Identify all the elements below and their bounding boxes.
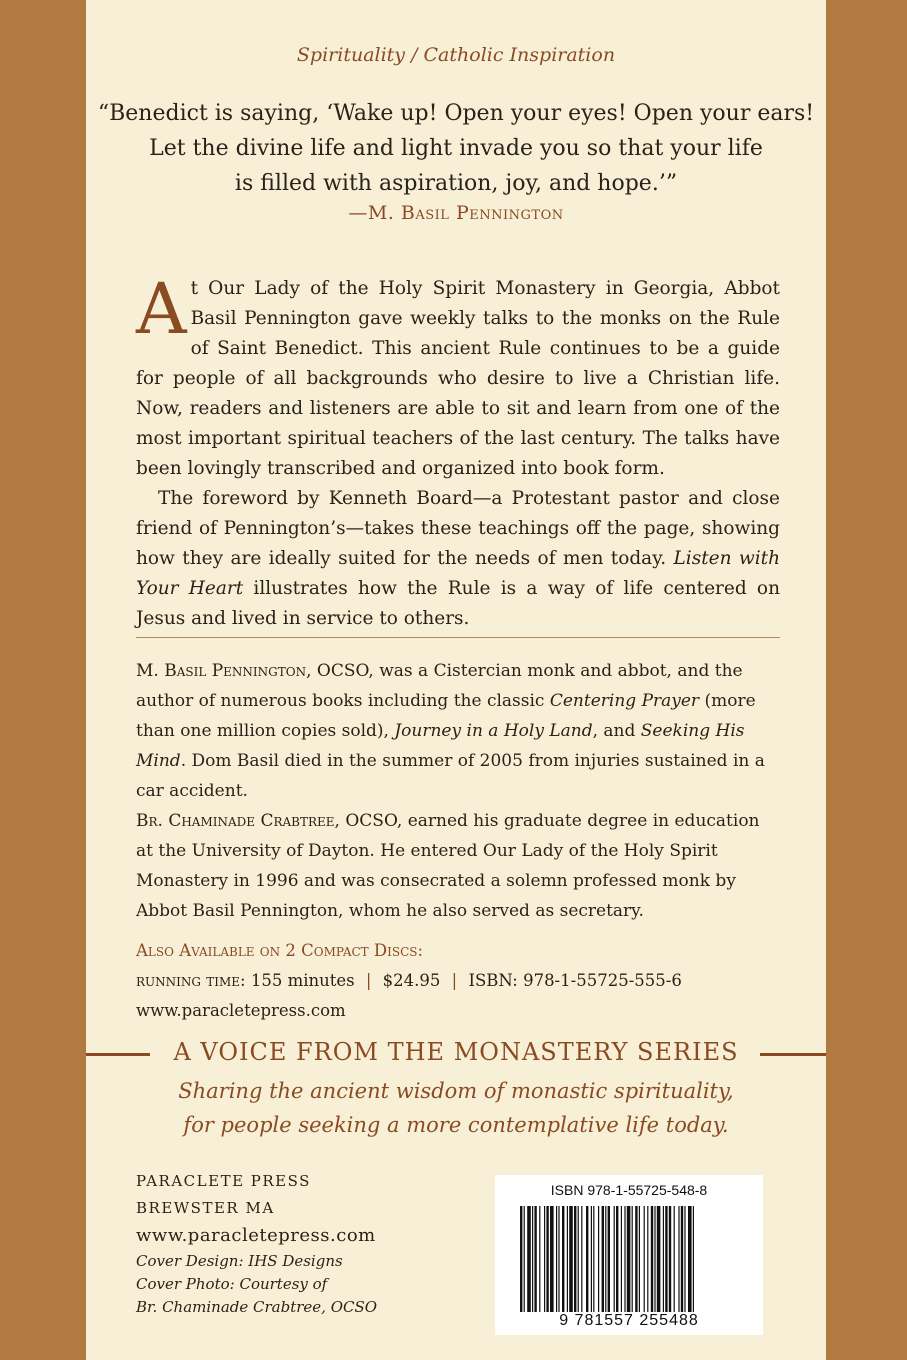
barcode-bar bbox=[665, 1206, 667, 1318]
barcode-bar bbox=[562, 1206, 564, 1318]
also-available-heading: Also Available on 2 Compact Discs: bbox=[136, 941, 424, 960]
barcode-bar bbox=[598, 1206, 599, 1318]
also-available bbox=[136, 936, 780, 1026]
barcode-bar bbox=[693, 1206, 694, 1318]
description-paragraph: t Our Lady of the Holy Spirit Monastery in Georgia, Abbot Basil Pennington gave weekly talks to the monks on the Rule of Saint Benedict. This ancient Rule continues to be a guide for people of all backgrounds who desire to live a Christian life. Now, readers and listeners are able to sit and learn from one of the most important spiritual teachers of the last century. The talks have been lovingly transcribed and organized into book form. bbox=[136, 278, 780, 479]
publisher-name: PARACLETE PRESS bbox=[136, 1172, 311, 1190]
book-title: Listen with Your Heart bbox=[136, 548, 781, 599]
barcode-bar bbox=[627, 1206, 631, 1318]
divider bbox=[136, 637, 780, 638]
editor-name: Br. Chaminade Crabtree bbox=[136, 811, 335, 831]
barcode-bar bbox=[586, 1206, 588, 1318]
publisher-location: BREWSTER MA bbox=[136, 1199, 275, 1217]
barcode-bar bbox=[688, 1206, 692, 1318]
barcode-icon bbox=[520, 1206, 738, 1318]
barcode-isbn: ISBN 978-1-55725-548-8 bbox=[550, 1182, 708, 1198]
barcode-bar bbox=[605, 1206, 606, 1318]
barcode-bar bbox=[684, 1206, 685, 1318]
barcode-bar bbox=[593, 1206, 594, 1318]
quote-line: is filled with aspiration, joy, and hope.’” bbox=[234, 171, 678, 196]
barcode-bar bbox=[647, 1206, 648, 1318]
barcode-bar bbox=[663, 1206, 664, 1318]
barcode-bar bbox=[678, 1206, 679, 1318]
editor-bio: Br. Chaminade Crabtree, OCSO, earned his graduate degree in education at the University of Dayton. He entered Our Lady of the Holy Spirit Monastery in 1996 and was consecrated a solemn professed monk by Abbot Basil Pennington, whom he also served as secretary. bbox=[136, 811, 760, 921]
barcode-bar bbox=[616, 1206, 618, 1318]
barcode-bar bbox=[558, 1206, 559, 1318]
separator: | bbox=[365, 971, 372, 990]
barcode-bar bbox=[520, 1206, 522, 1318]
barcode-bar bbox=[651, 1206, 653, 1318]
barcode-bar bbox=[602, 1206, 604, 1318]
barcode-bar bbox=[539, 1206, 540, 1318]
drop-cap: A bbox=[136, 268, 187, 350]
price: $24.95 bbox=[382, 971, 441, 990]
barcode-bar bbox=[574, 1206, 576, 1318]
description-paragraph-2: The foreword by Kenneth Board—a Protestant pastor and close friend of Pennington’s—takes these teachings off the page, showing how they are ideally suited for the needs of men today. Listen with Your Heart illustrates how the Rule is a way of life centered on Jesus and lived in service to others. bbox=[136, 488, 781, 629]
cover-credits: Cover Design: IHS Designs Cover Photo: Courtesy of Br. Chaminade Crabtree, OCSO bbox=[136, 1252, 378, 1316]
author-bio: M. Basil Pennington, OCSO, was a Cistercian monk and abbot, and the author of numerous books including the classic Centering Prayer (more than one million copies sold), Journey in a Holy Land, and Seeking His Mind. Dom Basil died in the summer of 2005 from injuries sustained in a car accident. bbox=[136, 661, 765, 801]
barcode-bar bbox=[567, 1206, 568, 1318]
separator: | bbox=[451, 971, 458, 990]
barcode-bar bbox=[544, 1206, 545, 1318]
author-name: M. Basil Pennington bbox=[136, 661, 307, 681]
barcode-bar bbox=[546, 1206, 548, 1318]
barcode-bar bbox=[632, 1206, 633, 1318]
barcode-digits: 9 781557 255488 bbox=[505, 1312, 753, 1330]
pull-quote bbox=[86, 96, 826, 201]
quote-line: Let the divine life and light invade you so that your life bbox=[149, 136, 763, 161]
author-bios bbox=[136, 656, 780, 926]
barcode-bar bbox=[578, 1206, 579, 1318]
barcode-bar bbox=[550, 1206, 554, 1318]
barcode-bar bbox=[669, 1206, 671, 1318]
barcode-bar bbox=[581, 1206, 582, 1318]
quote-line: “Benedict is saying, ‘Wake up! Open your eyes! Open your ears! bbox=[97, 101, 815, 126]
cd-website: www.paracletepress.com bbox=[136, 1001, 346, 1020]
barcode-bar bbox=[657, 1206, 661, 1318]
publisher-block bbox=[136, 1168, 466, 1249]
quote-attribution: —M. Basil Pennington bbox=[348, 202, 564, 224]
barcode-bar bbox=[524, 1206, 525, 1318]
barcode-bar bbox=[654, 1206, 655, 1318]
barcode-bar bbox=[532, 1206, 533, 1318]
series-tagline: Sharing the ancient wisdom of monastic spirituality, for people seeking a more contemplative life today. bbox=[178, 1079, 734, 1137]
cd-details: running time: 155 minutes | $24.95 | ISBN: 978-1-55725-555-6 bbox=[136, 971, 682, 990]
barcode-bar bbox=[534, 1206, 536, 1318]
barcode-bar bbox=[674, 1206, 675, 1318]
barcode-bar bbox=[644, 1206, 645, 1318]
barcode-bar bbox=[635, 1206, 637, 1318]
category-label: Spirituality / Catholic Inspiration bbox=[296, 44, 616, 66]
barcode-bar bbox=[621, 1206, 622, 1318]
publisher-website: www.paracletepress.com bbox=[136, 1225, 376, 1246]
barcode-bar bbox=[681, 1206, 683, 1318]
barcode-bar bbox=[591, 1206, 592, 1318]
barcode-bar bbox=[556, 1206, 557, 1318]
barcode-bar bbox=[608, 1206, 610, 1318]
barcode-bar bbox=[614, 1206, 615, 1318]
barcode-bar bbox=[624, 1206, 625, 1318]
barcode-bar bbox=[527, 1206, 531, 1318]
barcode-bar bbox=[639, 1206, 640, 1318]
series-title: A VOICE FROM THE MONASTERY SERIES bbox=[173, 1038, 739, 1066]
barcode-bar bbox=[569, 1206, 573, 1318]
cd-isbn: ISBN: 978-1-55725-555-6 bbox=[468, 971, 682, 990]
book-description bbox=[136, 268, 781, 634]
